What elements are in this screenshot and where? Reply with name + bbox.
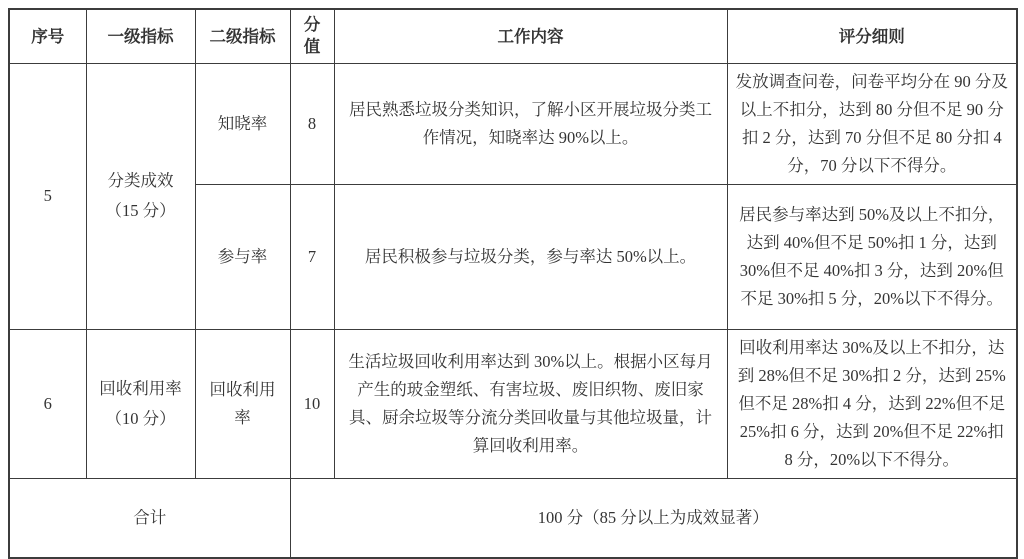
cell-score-participation: 7	[290, 184, 334, 329]
cell-level2-awareness-rate: 知晓率	[195, 63, 290, 184]
cell-content-recycling: 生活垃圾回收利用率达到 30%以上。根据小区每月产生的玻金塑纸、有害垃圾、废旧织物、废旧家具、厨余垃圾等分流分类回收量与其他垃圾量，计算回收利用率。	[334, 329, 727, 478]
scoring-criteria-table	[8, 8, 1018, 559]
header-row	[9, 9, 1017, 63]
cell-rules-participation: 居民参与率达到 50%及以上不扣分，达到 40%但不足 50%扣 1 分，达到 30%但不足 40%扣 3 分，达到 20%但不足 30%扣 5 分，20%以下不得分。	[727, 184, 1017, 329]
level1-name: 分类成效	[107, 171, 174, 191]
header-work-content: 工作内容	[334, 9, 727, 63]
cell-rules-awareness: 发放调查问卷，问卷平均分在 90 分及以上不扣分，达到 80 分但不足 90 分扣 2 分，达到 70 分但不足 80 分扣 4 分，70 分以下不得分。	[727, 63, 1017, 184]
cell-rules-recycling: 回收利用率达 30%及以上不扣分，达到 28%但不足 30%扣 2 分，达到 25%但不足 28%扣 4 分，达到 22%但不足 25%扣 6 分，达到 20%但不足 22%扣 8 分，20%以下不得分。	[727, 329, 1017, 478]
cell-total-value: 100 分（85 分以上为成效显著）	[290, 478, 1017, 558]
cell-serial-number-5: 5	[9, 63, 86, 329]
level1-points: （10 分）	[105, 408, 176, 428]
cell-score-awareness: 8	[290, 63, 334, 184]
level1-name: 回收利用率	[99, 379, 182, 399]
cell-serial-number-6: 6	[9, 329, 86, 478]
table-row-awareness-rate	[9, 63, 1017, 184]
header-score-label: 分值	[303, 14, 321, 57]
cell-level1-classification-effect	[86, 63, 195, 329]
cell-level2-participation-rate: 参与率	[195, 184, 290, 329]
cell-content-participation: 居民积极参与垃圾分类，参与率达 50%以上。	[334, 184, 727, 329]
cell-level1-recycling-rate	[86, 329, 195, 478]
cell-content-awareness: 居民熟悉垃圾分类知识，了解小区开展垃圾分类工作情况，知晓率达 90%以上。	[334, 63, 727, 184]
table-row-recycling-rate	[9, 329, 1017, 478]
header-score	[290, 9, 334, 63]
cell-level2-recycling-rate: 回收利用率	[195, 329, 290, 478]
cell-score-recycling: 10	[290, 329, 334, 478]
header-serial-number: 序号	[9, 9, 86, 63]
header-level1-indicator: 一级指标	[86, 9, 195, 63]
cell-total-label: 合计	[9, 478, 290, 558]
header-level2-indicator: 二级指标	[195, 9, 290, 63]
header-scoring-rules: 评分细则	[727, 9, 1017, 63]
table-row-total	[9, 478, 1017, 558]
level1-points: （15 分）	[105, 201, 176, 221]
